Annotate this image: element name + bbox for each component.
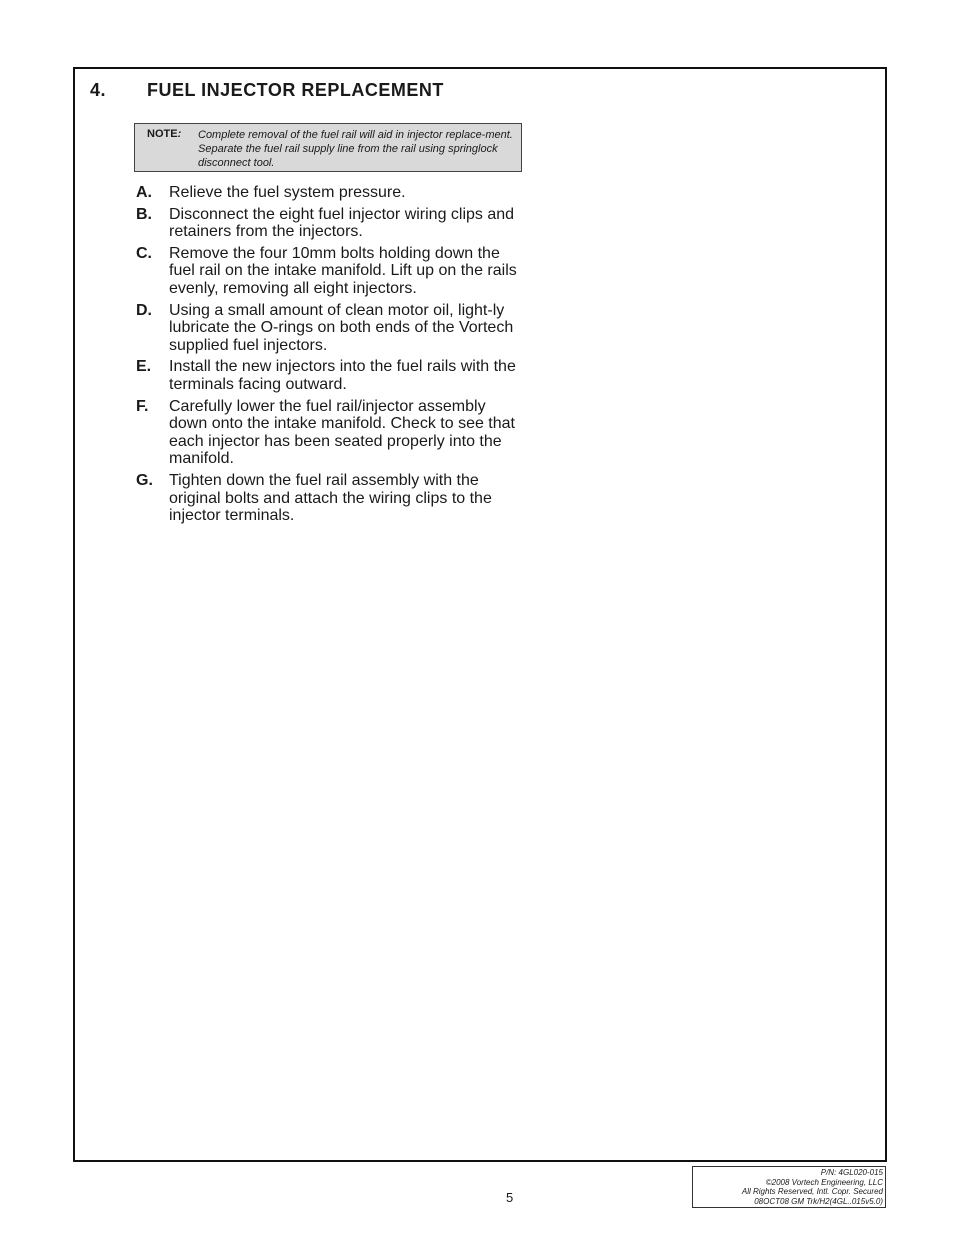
step-text: Disconnect the eight fuel injector wiring clips and retainers from the injectors. xyxy=(169,205,515,241)
step-text: Remove the four 10mm bolts holding down the fuel rail on the intake manifold. Lift up on the rails evenly, removing all eight injectors. xyxy=(169,244,517,297)
step-letter: B. xyxy=(136,205,152,223)
list-item xyxy=(136,245,526,298)
step-letter: G. xyxy=(136,471,153,489)
list-item xyxy=(136,398,526,468)
step-letter: D. xyxy=(136,301,152,319)
section-title: FUEL INJECTOR REPLACEMENT xyxy=(147,80,444,100)
step-letter: C. xyxy=(136,244,152,262)
revision-code: 08OCT08 GM Trk/H2(4GL..015v5.0) xyxy=(754,1196,883,1206)
step-text: Carefully lower the fuel rail/injector assembly down onto the intake manifold. Check to see that each injector has been seated properly into the manifold. xyxy=(169,397,515,468)
document-info-box xyxy=(692,1166,886,1208)
list-item xyxy=(136,302,526,355)
step-text: Tighten down the fuel rail assembly with the original bolts and attach the wiring clips to the injector terminals. xyxy=(169,471,492,525)
copyright: ©2008 Vortech Engineering, LLC xyxy=(765,1177,883,1187)
note-box xyxy=(134,123,522,172)
step-text: Relieve the fuel system pressure. xyxy=(169,184,406,201)
part-number: P/N: 4GL020-015 xyxy=(820,1168,883,1177)
page-number: 5 xyxy=(506,1190,514,1205)
rights-notice: All Rights Reserved, Intl. Copr. Secured xyxy=(741,1187,883,1197)
step-text: Install the new injectors into the fuel rails with the terminals facing outward. xyxy=(169,358,516,393)
list-item xyxy=(136,472,526,525)
list-item xyxy=(136,358,526,393)
note-text: Complete removal of the fuel rail will aid in injector replace-ment. Separate the fuel rail supply line from the rail using springlock disconnect tool. xyxy=(198,129,513,169)
step-letter: F. xyxy=(136,397,149,415)
section-number: 4. xyxy=(90,80,107,100)
list-item xyxy=(136,206,526,241)
step-letter: E. xyxy=(136,358,152,376)
step-letter: A. xyxy=(136,184,152,201)
note-label: NOTE: xyxy=(147,128,182,140)
step-text: Using a small amount of clean motor oil, light-ly lubricate the O-rings on both ends of the Vortech supplied fuel injectors. xyxy=(169,301,514,354)
step-list xyxy=(136,184,526,529)
list-item xyxy=(136,184,526,202)
